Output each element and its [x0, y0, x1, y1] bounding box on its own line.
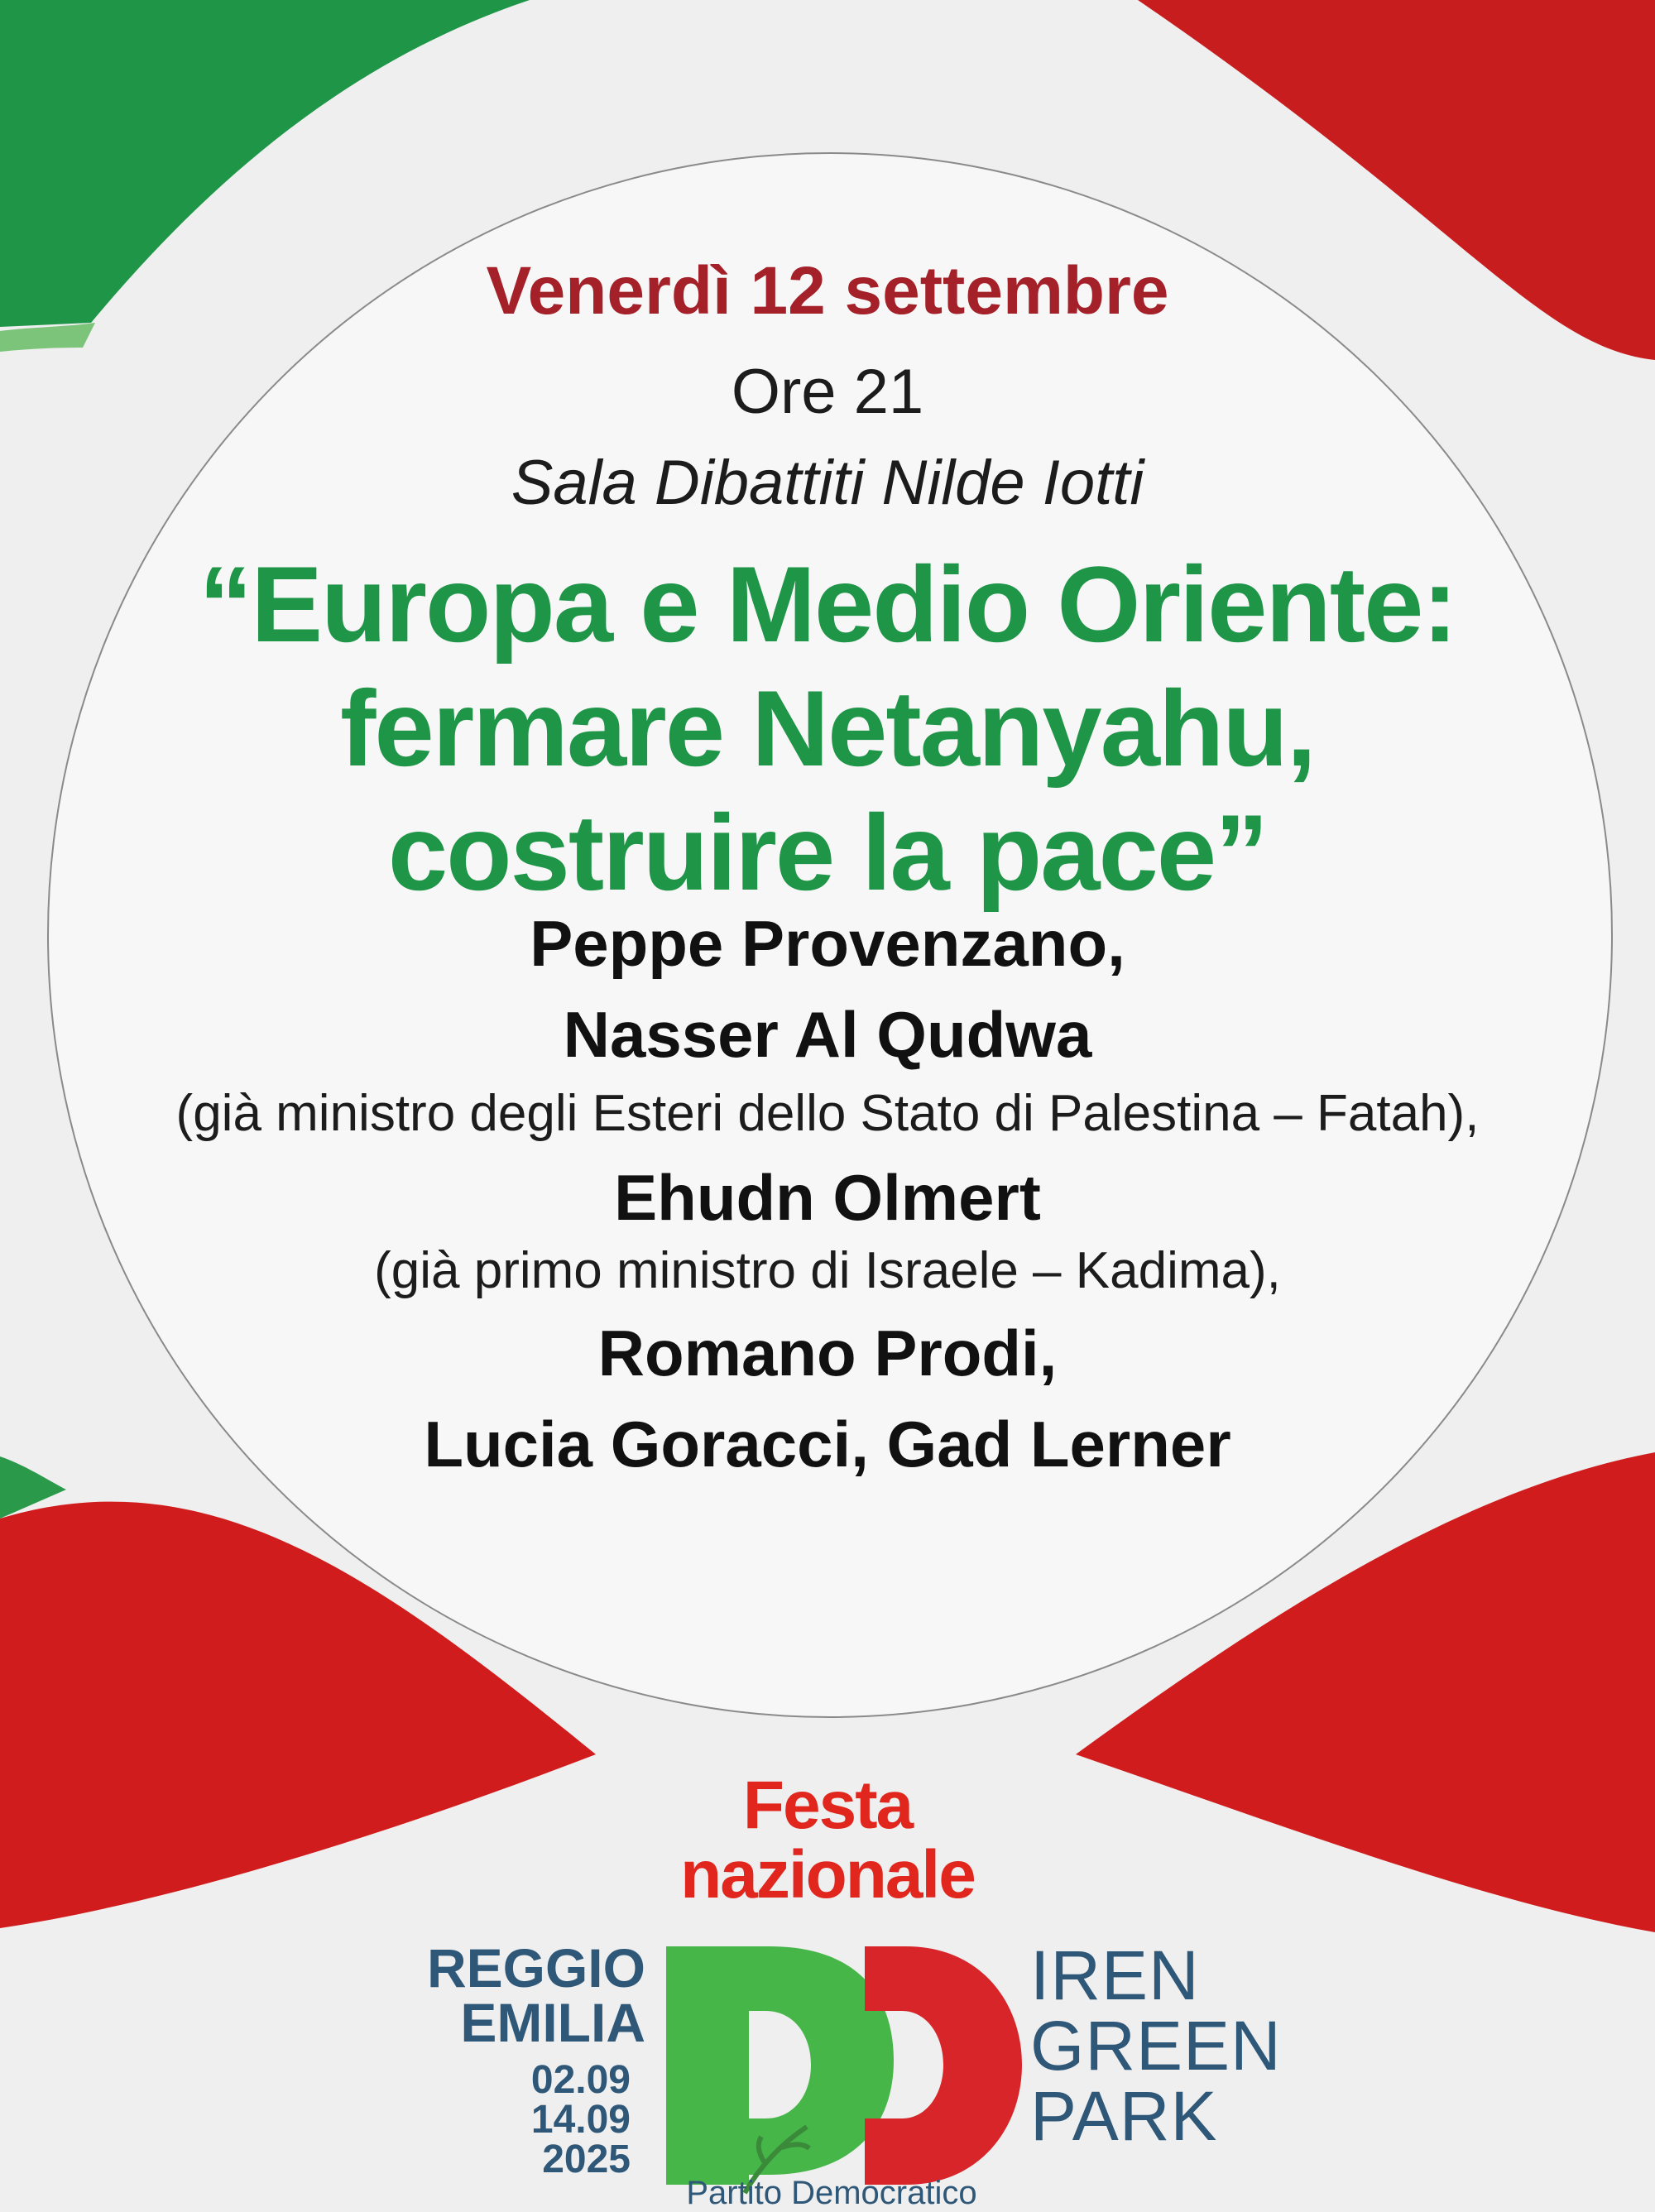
speaker-al-qudwa: Nasser Al Qudwa [563, 998, 1092, 1071]
speaker-al-qudwa-role: (già ministro degli Esteri dello Stato di Palestina – Fatah), [175, 1085, 1480, 1142]
party-name: Partito Democratico [686, 2175, 977, 2211]
city-line-1: REGGIO [426, 1937, 645, 1998]
park-line-2: GREEN [1030, 2007, 1282, 2085]
festa-label-line-2: nazionale [680, 1837, 975, 1912]
pd-logo-icon [666, 1946, 1022, 2193]
speakers-goracci-lerner: Lucia Goracci, Gad Lerner [424, 1408, 1231, 1480]
event-venue: Sala Dibattiti Nilde Iotti [511, 448, 1144, 518]
city-line-2: EMILIA [460, 1992, 645, 2053]
speaker-provenzano: Peppe Provenzano, [530, 907, 1125, 980]
date-end: 14.09 [530, 2098, 631, 2142]
date-start: 02.09 [530, 2058, 631, 2102]
event-title-line-3: costruire la pace” [387, 792, 1268, 913]
speaker-olmert-role: (già primo ministro di Israele – Kadima), [374, 1242, 1281, 1299]
speaker-olmert: Ehudn Olmert [614, 1161, 1041, 1234]
date-year: 2025 [542, 2138, 631, 2181]
park-line-1: IREN [1030, 1936, 1200, 2014]
event-date: Venerdì 12 settembre [486, 253, 1169, 329]
event-title-line-1: “Europa e Medio Oriente: [199, 544, 1456, 665]
festa-label-line-1: Festa [742, 1768, 913, 1843]
park-line-3: PARK [1030, 2077, 1218, 2155]
speaker-prodi: Romano Prodi, [597, 1317, 1058, 1389]
event-time: Ore 21 [731, 357, 924, 427]
event-title-line-2: fermare Netanyahu, [340, 668, 1315, 789]
